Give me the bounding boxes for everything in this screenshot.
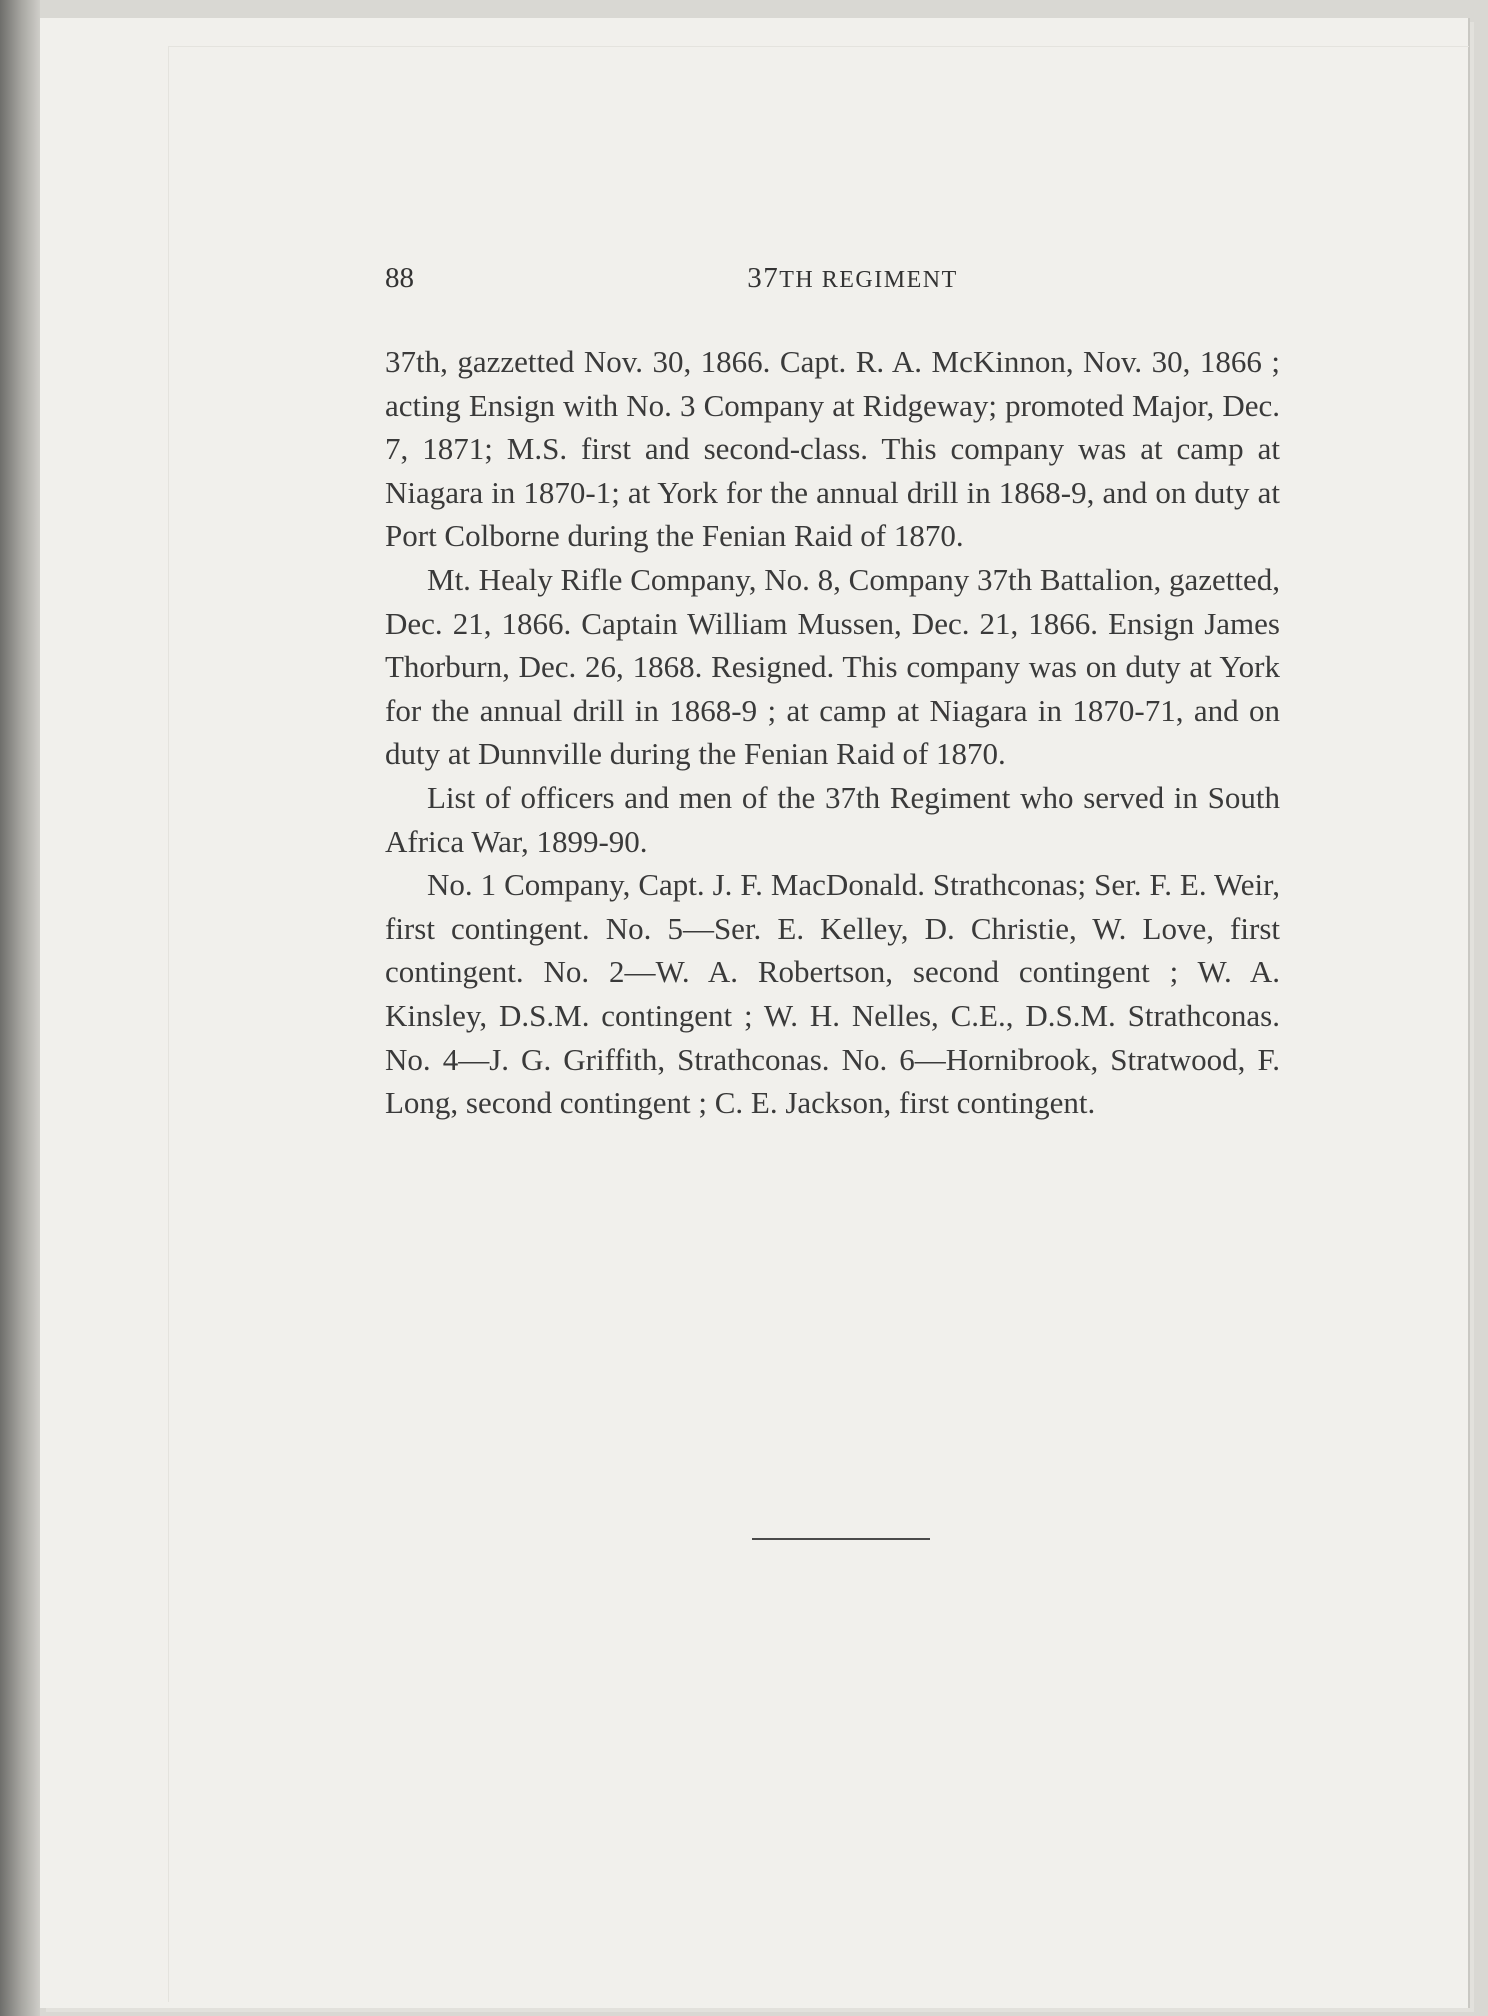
book-spine-edge xyxy=(0,0,40,2016)
running-title-rest: TH REGIMENT xyxy=(779,267,958,293)
section-end-rule xyxy=(752,1538,930,1540)
running-head xyxy=(385,262,1280,302)
page-number: 88 xyxy=(385,262,414,294)
paragraph-continuation: 37th, gazzetted Nov. 30, 1866. Capt. R. A. McKinnon, Nov. 30, 1866 ; acting Ensign with No. 3 Company at Ridgeway; promoted Major, Dec. 7, 1871; M.S. first and second-class. This company was at camp at Niagara in 1870-1; at York for the annual drill in 1868-9, and on duty at Port Colborne during the Fenian Raid of 1870. xyxy=(385,344,1280,554)
running-title-lead: 37 xyxy=(747,262,780,294)
running-title xyxy=(385,262,1280,295)
paragraph-mt-healy-company: Mt. Healy Rifle Company, No. 8, Company 37th Battalion, gazetted, Dec. 21, 1866. Captain William Mussen, Dec. 21, 1866. Ensign James Thorburn, Dec. 26, 1868. Resigned. This company was on duty at York for the annual drill in 1868-9 ; at camp at Niagara in 1870-71, and on duty at Dunnville during the Fenian Raid of 1870. xyxy=(385,561,1280,772)
body-text xyxy=(385,340,1280,1125)
paragraph-company-roster: No. 1 Company, Capt. J. F. MacDonald. Strathconas; Ser. F. E. Weir, first contingent. No. 5—Ser. E. Kelley, D. Christie, W. Love, first contingent. No. 2—W. A. Robertson, second contingent ; W. A. Kinsley, D.S.M. contingent ; W. H. Nelles, C.E., D.S.M. Strathconas. No. 4—J. G. Griffith, Strathconas. No. 6—Hornibrook, Stratwood, F. Long, second contingent ; C. E. Jackson, first contingent. xyxy=(385,867,1280,1121)
paragraph-south-africa-list: List of officers and men of the 37th Regiment who served in South Africa War, 1899-90. xyxy=(385,779,1280,859)
